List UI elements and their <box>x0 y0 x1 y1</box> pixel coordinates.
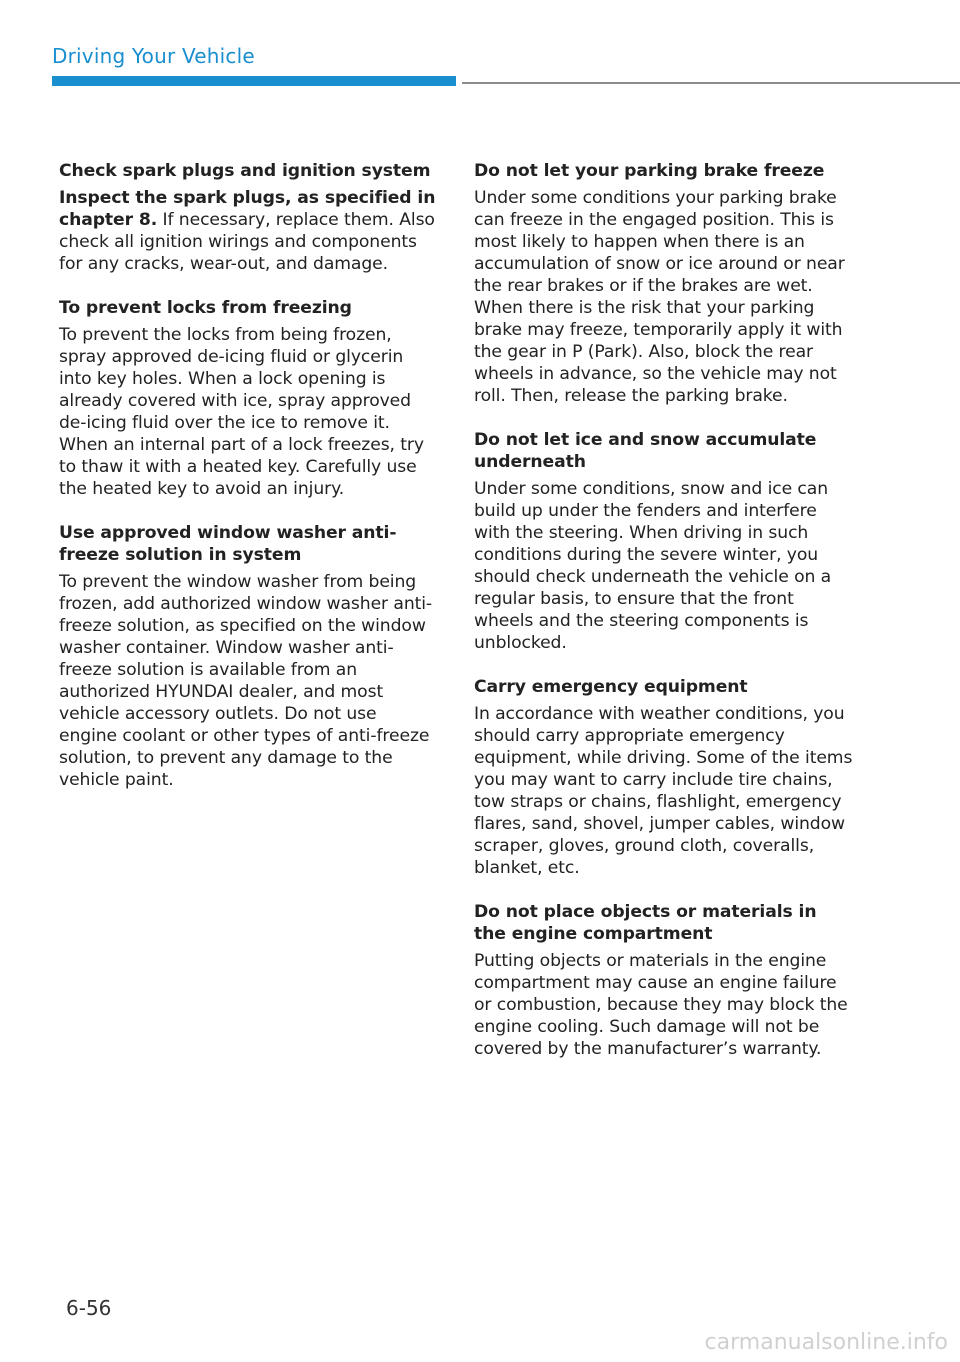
paragraph-engine-compartment: Putting objects or materials in the engine compartment may cause an engine failure or combustion, because they may block the engine cooling. Such damage will not be covered by the manufacturer’s warranty. <box>474 951 848 1059</box>
heading-ice-snow: Do not let ice and snow accumulate underneath <box>474 430 817 472</box>
paragraph-spark-plugs-body: If necessary, replace them. Also check all ignition wirings and components for any cracks, wear-out, and damage. <box>59 210 435 274</box>
paragraph-washer-antifreeze: To prevent the window washer from being frozen, add authorized window washer anti-freeze solution, as specified on the window washer container. Window washer anti-freeze solution is available from an authorized HYUNDAI dealer, and most vehicle accessory outlets. Do not use engine coolant or other types of anti-freeze solution, to prevent any damage to the vehicle paint. <box>59 572 433 790</box>
paragraph-emergency-equipment: In accordance with weather conditions, you should carry appropriate emergency equipment, while driving. Some of the items you may want to carry include tire chains, tow straps or chains, flashlight, emergency flares, sand, shovel, jumper cables, window scraper, gloves, ground cloth, coveralls, blanket, etc. <box>474 704 853 878</box>
paragraph-spark-plugs <box>59 187 439 275</box>
heading-washer-antifreeze: Use approved window washer anti-freeze solution in system <box>59 523 397 565</box>
section-title: Driving Your Vehicle <box>52 44 255 68</box>
heading-engine-compartment: Do not place objects or materials in the engine compartment <box>474 902 817 944</box>
right-column <box>474 160 854 1060</box>
heading-locks-freezing: To prevent locks from freezing <box>59 298 352 318</box>
heading-spark-plugs: Check spark plugs and ignition system <box>59 161 431 181</box>
paragraph-parking-brake: Under some conditions your parking brake can freeze in the engaged position. This is most likely to happen when there is an accumulation of snow or ice around or near the rear brakes or if the brakes are wet. When there is the risk that your parking brake may freeze, temporarily apply it with the gear in P (Park). Also, block the rear wheels in advance, so the vehicle may not roll. Then, release the parking brake. <box>474 188 845 406</box>
page-number: 6-56 <box>66 1296 112 1320</box>
heading-emergency-equipment: Carry emergency equipment <box>474 677 748 697</box>
left-column <box>59 160 439 791</box>
header-divider-line <box>462 82 960 84</box>
watermark-text: carmanualsonline.info <box>704 1330 948 1355</box>
paragraph-locks-freezing: To prevent the locks from being frozen, spray approved de-icing fluid or glycerin into key holes. When a lock opening is already covered with ice, spray approved de-icing fluid over the ice to remove it. When an internal part of a lock freezes, try to thaw it with a heated key. Carefully use the heated key to avoid an injury. <box>59 325 424 499</box>
header-accent-bar <box>52 76 456 86</box>
paragraph-spark-plugs-lead: Inspect the spark plugs, as specified in chapter 8. <box>59 188 436 230</box>
heading-parking-brake: Do not let your parking brake freeze <box>474 161 825 181</box>
paragraph-ice-snow: Under some conditions, snow and ice can build up under the fenders and interfere with the steering. When driving in such conditions during the severe winter, you should check underneath the vehicle on a regular basis, to ensure that the front wheels and the steering components is unblocked. <box>474 479 832 653</box>
